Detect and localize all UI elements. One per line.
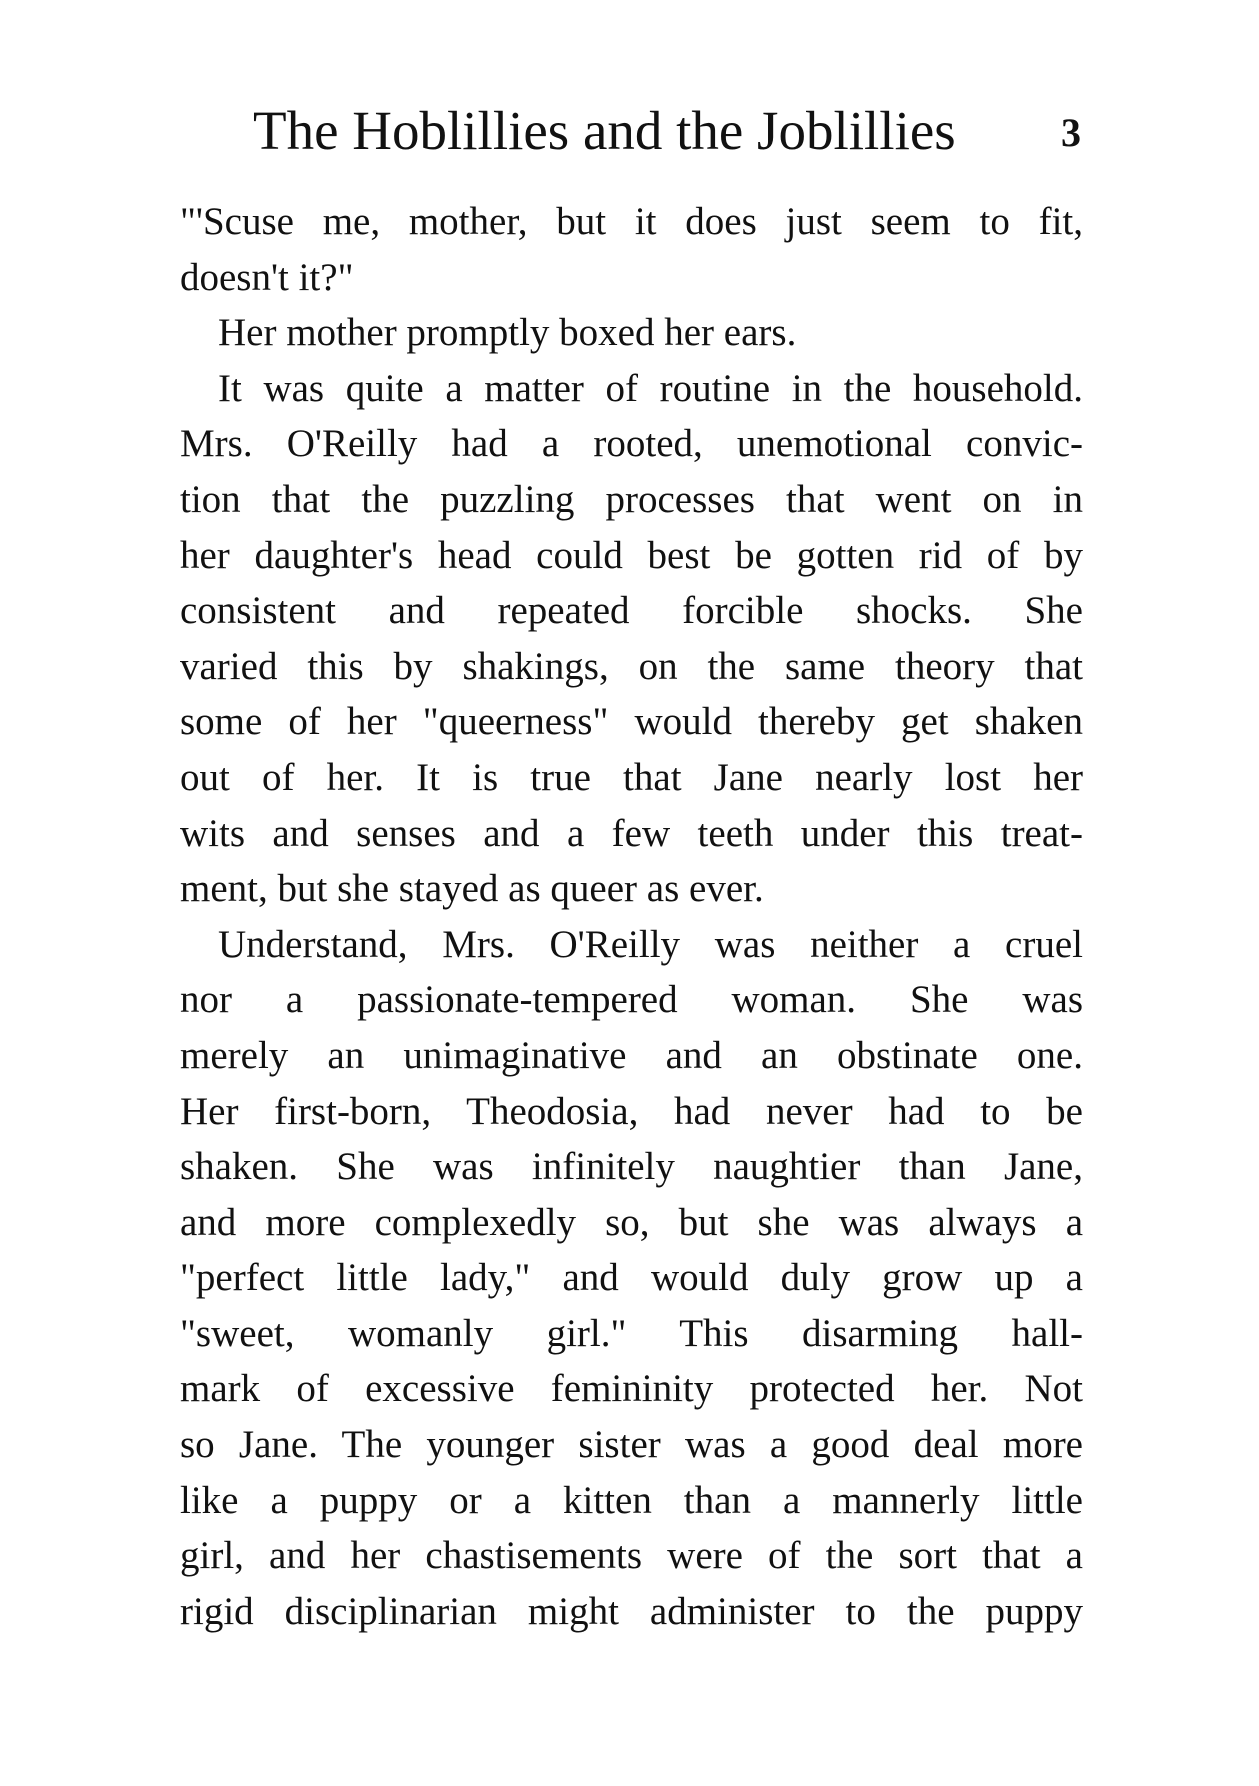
text-line: doesn't it?": [180, 255, 354, 299]
text-line: shaken. She was infinitely naughtier than Jane,: [180, 1145, 1083, 1189]
text-line: Her first-born, Theodosia, had never had to be: [180, 1089, 1083, 1133]
text-line: wits and senses and a few teeth under this treat-: [180, 811, 1083, 855]
text-line: merely an unimaginative and an obstinate one.: [180, 1033, 1083, 1077]
text-line: her daughter's head could best be gotten rid of by: [180, 533, 1083, 577]
running-title: The Hoblillies and the Joblillies: [253, 100, 956, 161]
text-line: "'Scuse me, mother, but it does just seem to fit,: [180, 200, 1083, 243]
text-line: Mrs. O'Reilly had a rooted, unemotional convic-: [180, 422, 1083, 466]
text-line: Understand, Mrs. O'Reilly was neither a cruel: [218, 922, 1083, 966]
text-line: mark of excessive femininity protected her. Not: [180, 1367, 1083, 1411]
text-line: ment, but she stayed as queer as ever.: [180, 867, 764, 911]
text-line: varied this by shakings, on the same theory that: [180, 644, 1083, 688]
page-number: 3: [1061, 110, 1081, 155]
text-line: consistent and repeated forcible shocks. She: [180, 589, 1083, 633]
body-text: [180, 194, 1083, 1639]
text-line: "perfect little lady," and would duly grow up a: [180, 1256, 1083, 1300]
text-line: girl, and her chastisements were of the sort that a: [180, 1534, 1083, 1578]
text-line: so Jane. The younger sister was a good deal more: [180, 1423, 1083, 1467]
text-line: It was quite a matter of routine in the household.: [218, 366, 1083, 410]
text-line: rigid disciplinarian might administer to the puppy: [180, 1589, 1083, 1633]
text-line: and more complexedly so, but she was always a: [180, 1200, 1083, 1244]
text-line: like a puppy or a kitten than a mannerly little: [180, 1478, 1083, 1522]
text-line: tion that the puzzling processes that went on in: [180, 477, 1083, 521]
text-line: out of her. It is true that Jane nearly lost her: [180, 755, 1083, 799]
text-line: Her mother promptly boxed her ears.: [218, 311, 797, 355]
text-line: "sweet, womanly girl." This disarming hall-: [180, 1311, 1083, 1355]
running-head: [253, 96, 1081, 166]
text-line: nor a passionate-tempered woman. She was: [180, 978, 1083, 1022]
text-line: some of her "queerness" would thereby get shaken: [180, 700, 1083, 744]
